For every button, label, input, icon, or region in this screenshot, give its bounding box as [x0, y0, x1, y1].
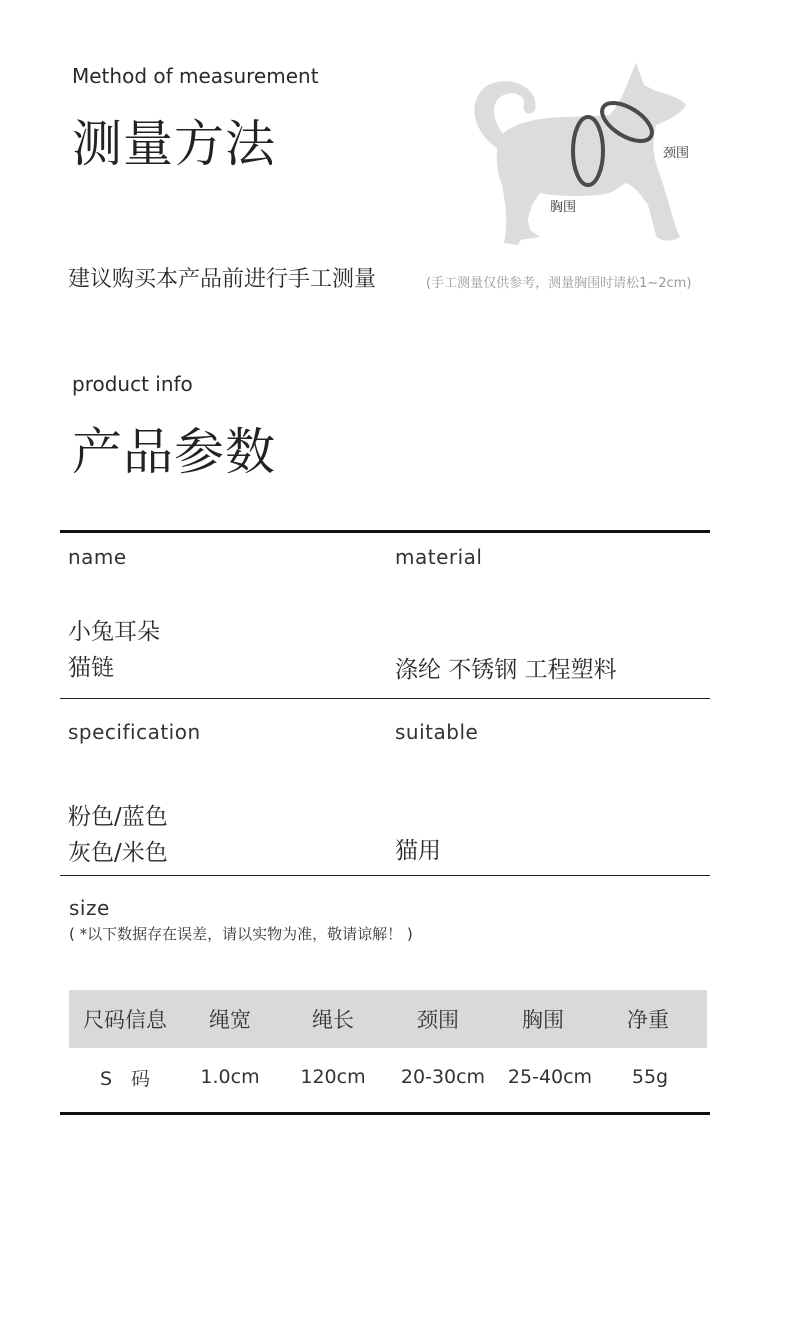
- dog-silhouette: [474, 63, 686, 245]
- field-key-specification: specification: [68, 720, 201, 744]
- table-cell: 20-30cm: [400, 1066, 486, 1088]
- size-note: ( *以下数据存在误差，请以实物为准，敬请谅解！ ): [69, 925, 413, 943]
- table-cell: 120cm: [300, 1066, 366, 1088]
- header-cell: 绳宽: [209, 1008, 251, 1032]
- divider-middle: [60, 698, 710, 699]
- size-table: [69, 990, 707, 1106]
- field-value-line: 灰色/米色: [68, 840, 168, 866]
- measurement-advice-note: (手工测量仅供参考，测量胸围时请松1~2cm): [426, 276, 692, 291]
- measurement-advice: 建议购买本产品前进行手工测量: [68, 267, 377, 292]
- header-cell: 颈围: [417, 1008, 459, 1032]
- table-cell: 25-40cm: [507, 1066, 593, 1088]
- field-key-name: name: [68, 545, 127, 569]
- field-value-line: 涤纶 不锈钢 工程塑料: [395, 657, 617, 683]
- table-row: [69, 1048, 707, 1106]
- field-key-material: material: [395, 545, 483, 569]
- table-cell: 55g: [631, 1066, 669, 1088]
- field-value-line: 猫链: [68, 655, 114, 681]
- divider-bottom: [60, 1112, 710, 1115]
- measurement-title-en: Method of measurement: [72, 64, 319, 88]
- table-cell: S 码: [99, 1067, 151, 1090]
- field-value-suitable: [395, 833, 441, 869]
- measurement-title-cn: 测量方法: [72, 115, 276, 173]
- field-value-line: 猫用: [395, 838, 441, 864]
- divider-lower: [60, 875, 710, 876]
- field-value-specification: [68, 799, 168, 871]
- neck-label: 颈围: [663, 146, 690, 161]
- header-cell: 尺码信息: [83, 1008, 167, 1032]
- field-key-suitable: suitable: [395, 720, 479, 744]
- field-value-name: [68, 614, 160, 686]
- field-value-material: [395, 652, 617, 688]
- divider-top: [60, 530, 710, 533]
- product-title-en: product info: [72, 372, 193, 396]
- product-title-cn: 产品参数: [72, 423, 276, 481]
- table-cell: 1.0cm: [200, 1066, 260, 1088]
- header-cell: 绳长: [312, 1008, 354, 1032]
- chest-label: 胸围: [550, 200, 577, 215]
- field-value-line: 小兔耳朵: [68, 619, 160, 645]
- header-cell: 净重: [627, 1008, 669, 1032]
- size-title: size: [69, 896, 110, 920]
- field-value-line: 粉色/蓝色: [68, 804, 168, 830]
- size-table-header: [69, 990, 707, 1048]
- header-cell: 胸围: [522, 1008, 564, 1032]
